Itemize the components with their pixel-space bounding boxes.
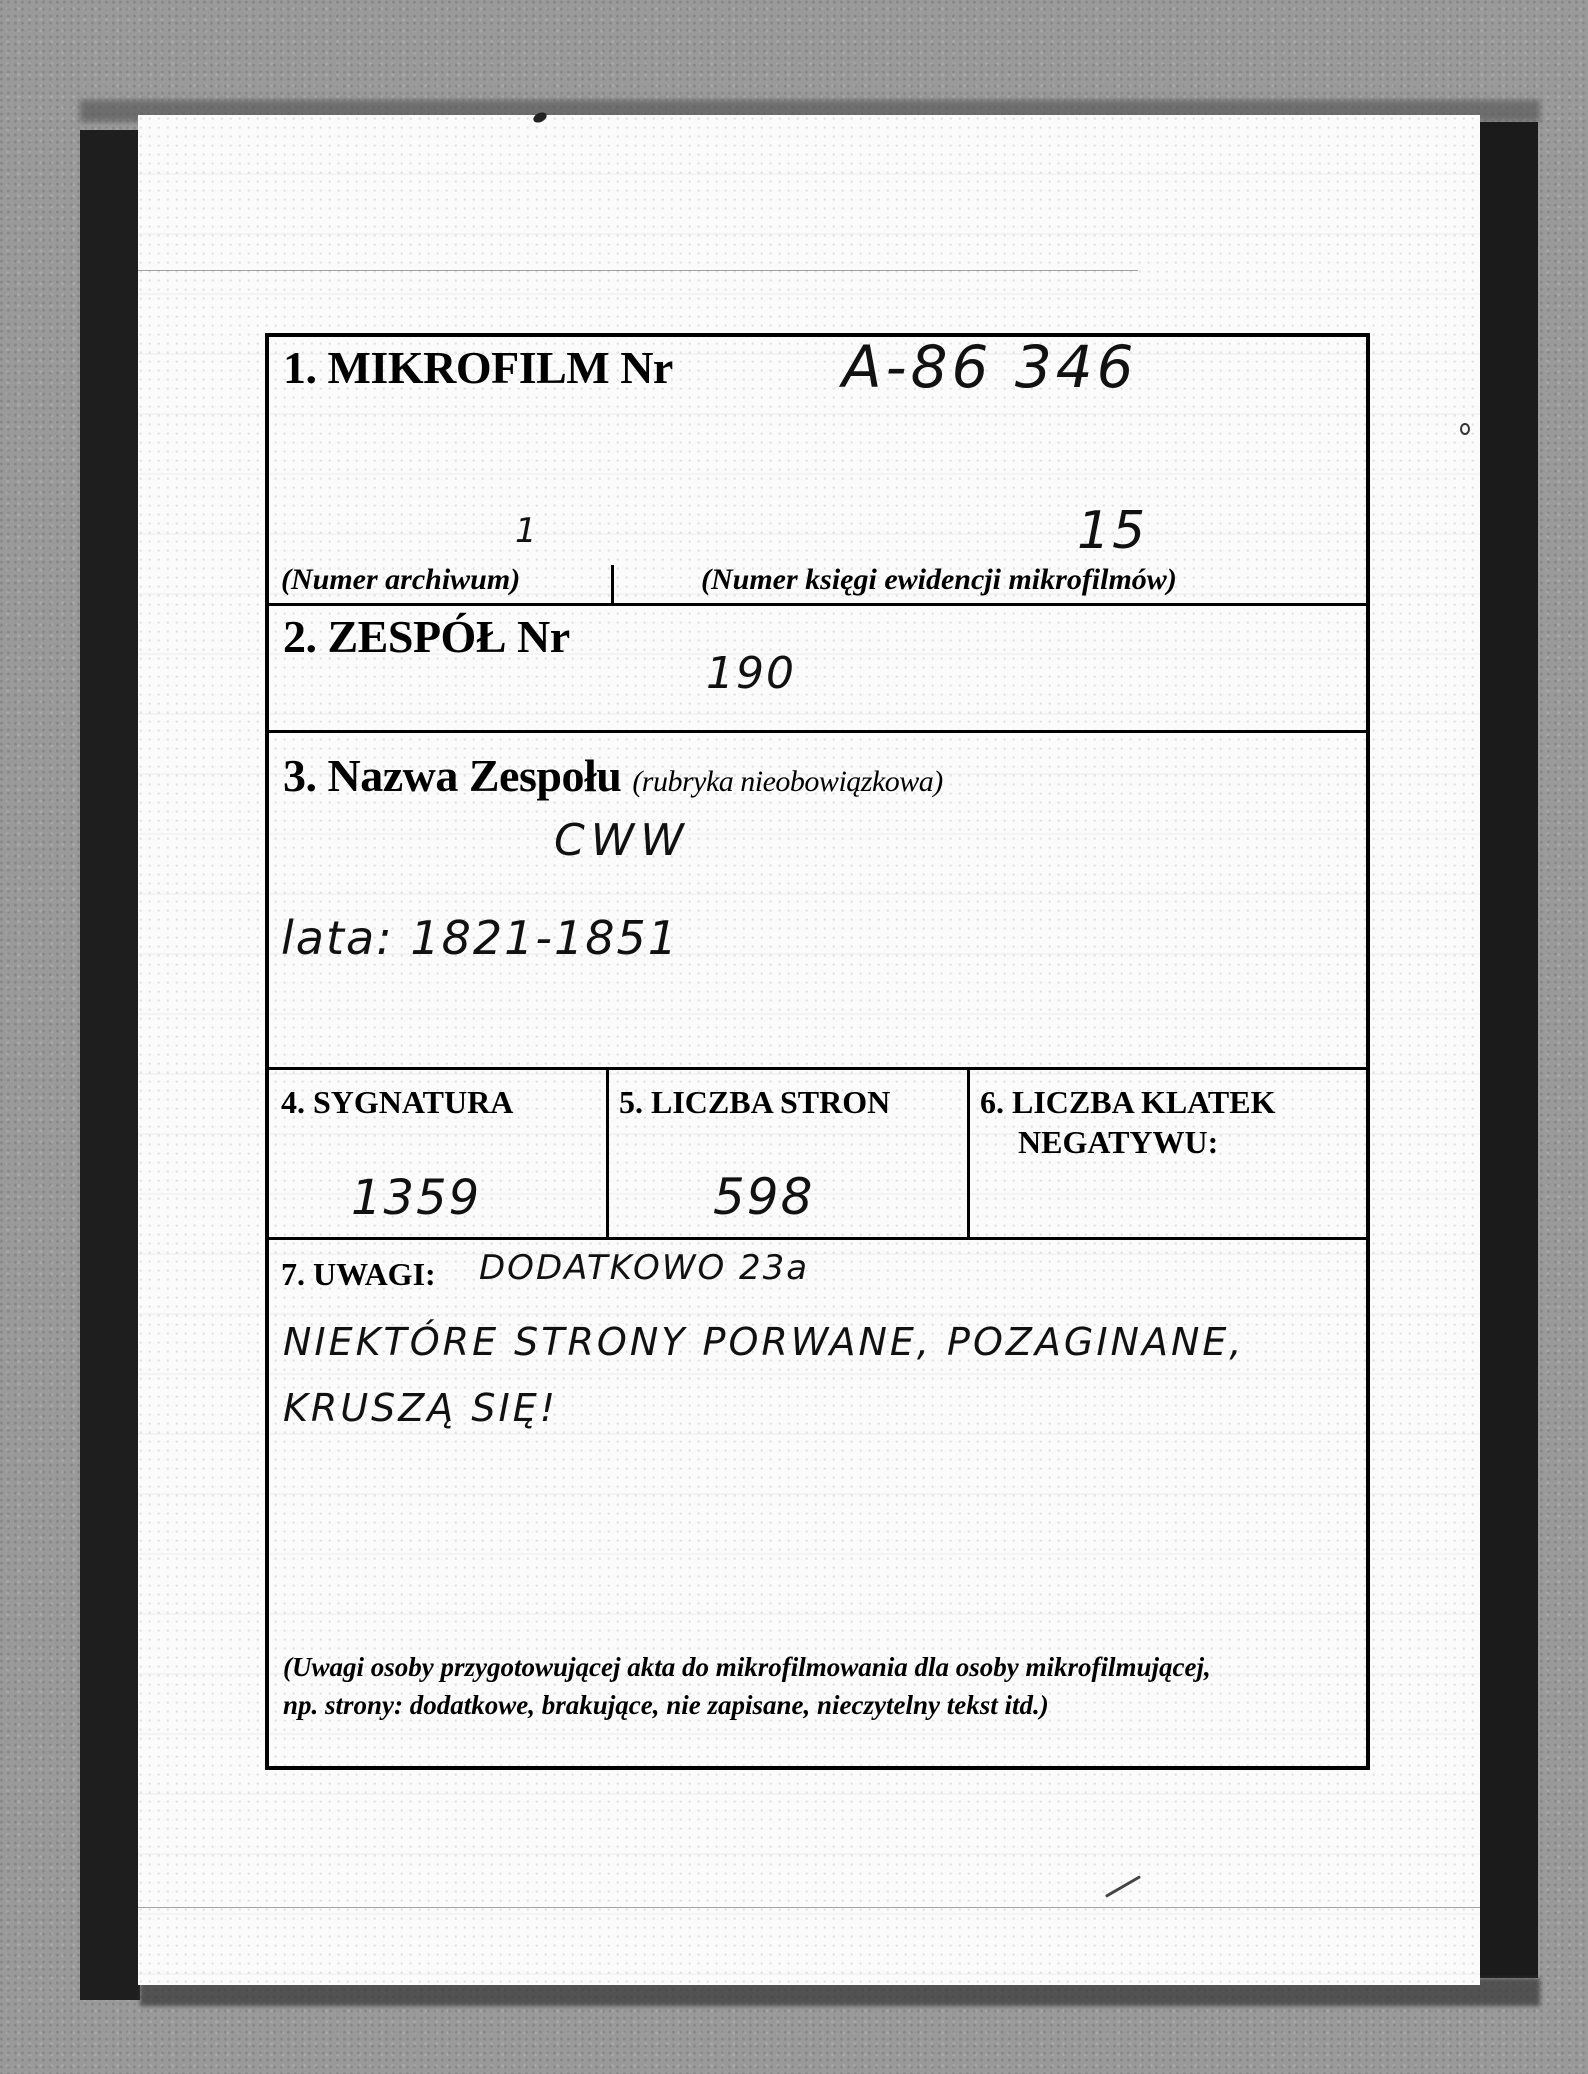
liczba-klatek-label: 6. LICZBA KLATEK <box>980 1084 1276 1120</box>
uwagi-line-1: DODATKOWO 23a <box>479 1248 810 1288</box>
mikrofilm-label: 1. MIKROFILM Nr <box>283 342 673 393</box>
uwagi-label: 7. UWAGI: <box>281 1256 436 1292</box>
uwagi-line-2: NIEKTÓRE STRONY PORWANE, POZAGINANE, <box>283 1320 1245 1364</box>
register-number-value: 15 <box>1077 501 1148 561</box>
zespol-label: 2. ZESPÓŁ Nr <box>283 611 570 662</box>
nazwa-zespolu-label <box>283 749 943 802</box>
section-record-counts <box>269 1070 1366 1240</box>
liczba-klatek-cell <box>970 1070 1366 1237</box>
footnote-line-2: np. strony: dodatkowe, brakujące, nie zapisane, nieczytelny tekst itd.) <box>283 1690 1049 1720</box>
nazwa-zespolu-label-text: 3. Nazwa Zespołu <box>283 750 622 801</box>
section-zespol <box>269 606 1366 733</box>
liczba-stron-label: 5. LICZBA STRON <box>619 1084 891 1120</box>
film-frame-right <box>1480 122 1538 1978</box>
nazwa-zespolu-value: CWW <box>554 815 690 866</box>
section-uwagi <box>269 1240 1366 1766</box>
uwagi-footnote <box>283 1648 1363 1724</box>
scan-line <box>138 270 1138 271</box>
microfilm-form <box>265 333 1370 1770</box>
sygnatura-cell <box>269 1070 606 1237</box>
sygnatura-value: 1359 <box>351 1170 482 1226</box>
uwagi-line-3: KRUSZĄ SIĘ! <box>283 1386 558 1430</box>
mikrofilm-number: A-86 346 <box>842 333 1138 401</box>
ink-scratch <box>1105 1875 1141 1898</box>
film-frame-left <box>80 130 140 2000</box>
footnote-line-1: (Uwagi osoby przygotowującej akta do mikrofilmowania dla osoby mikrofilmującej, <box>283 1652 1211 1682</box>
section-nazwa-zespolu <box>269 733 1366 1070</box>
sygnatura-label: 4. SYGNATURA <box>281 1084 514 1120</box>
liczba-stron-value: 598 <box>713 1168 815 1226</box>
archive-number-value: 1 <box>515 511 539 551</box>
negatywu-label: NEGATYWU: <box>1018 1124 1219 1160</box>
date-range-value: lata: 1821-1851 <box>281 911 680 965</box>
section-mikrofilm <box>269 333 1366 606</box>
zespol-number: 190 <box>706 648 796 699</box>
liczba-stron-cell <box>609 1070 967 1237</box>
ink-speck <box>1460 423 1470 435</box>
register-number-label: (Numer księgi ewidencji mikrofilmów) <box>701 563 1177 596</box>
subfield-divider <box>611 565 614 605</box>
archive-number-label: (Numer archiwum) <box>281 563 521 596</box>
scan-line <box>138 1907 1480 1908</box>
optional-field-note: (rubryka nieobowiązkowa) <box>632 765 943 798</box>
